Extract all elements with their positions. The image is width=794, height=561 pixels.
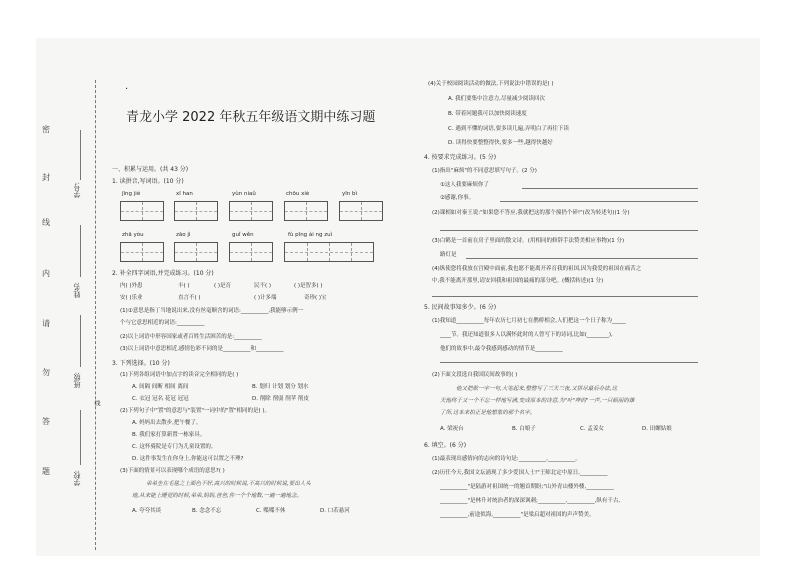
passage-text: 天他终于又一个不忘一样地写满,变成原本的诗意,为"叶"哗的"一声,一只硕丽的雄 [440, 398, 635, 404]
idiom: ( )是智多( ) [294, 283, 323, 289]
option[interactable]: A. 间隔 间断 相间 离间 [132, 384, 189, 390]
passage-text: 了所,这本来拍正是他想象的那个名字。 [440, 410, 536, 416]
subquestion: (2)课相如对秦王说:"如果您不答应,我就把这的那个撞扔个碎!"(改为转述句)(1 分) [432, 210, 630, 216]
seal-char: 勿 [42, 368, 50, 377]
seal-char: 线 [42, 218, 50, 227]
passage-text: 他又把歌一字一句,大笔起来,整整写了三天三夜,又拼尽最后办法,这 [456, 386, 617, 392]
answer-line[interactable] [466, 258, 698, 259]
pinyin: zhā yòu [122, 232, 144, 238]
seal-char: 答 [42, 417, 50, 426]
seal-char: 请 [42, 319, 50, 328]
subquestion: (2)以上词语中形容国家或者百姓生活困苦的是:__________ [120, 334, 262, 340]
option[interactable]: B. 带着问题我可以加快阅读速度 [448, 111, 527, 117]
class-label: 班级: [73, 372, 81, 389]
answer-line[interactable] [500, 201, 698, 202]
page-title: 青龙小学 2022 年秋五年级语文期中练习题 [126, 110, 376, 125]
binding-line [95, 80, 96, 550]
student-name-label: 姓名: [73, 282, 81, 299]
subquestion: __________"是林升对统治者的深深讽刺;__________,__________,纵有千古, [440, 498, 621, 504]
option[interactable]: D. 田螺姑娘 [642, 426, 672, 432]
student-name-field[interactable] [80, 225, 82, 277]
pinyin: yùn niaǔ [232, 191, 256, 197]
subquestion: ①这人我要麻烦你了 [440, 182, 489, 188]
class-field[interactable] [80, 315, 82, 367]
subquestion: (1)我知道__________每年农历七月初七在鹊桥相会,人们把这一个日子称为_____ [432, 318, 626, 324]
idiom: 内( )外患 [120, 283, 143, 289]
scene-text: 弟弟坐在毛毯之上面色不好,高兴的时候说,不高兴的时候说,要出人头 [146, 481, 311, 487]
answer-box[interactable] [229, 242, 273, 262]
idiom: 安( )乐业 [120, 295, 143, 301]
subquestion: (4)纵使您将我放在宫殿中面前,我也愿不能离开养育我的祖国,因为我爱的祖国在痛苦之 [432, 266, 642, 272]
pinyin: jīng jié [122, 191, 141, 197]
seal-char: 封 [42, 173, 50, 182]
subquestion: 路灯是 [440, 252, 457, 258]
seal-char: 题 [42, 467, 50, 476]
subquestion: 中,我不能离开那里,请安回我和祖国的最痛的部分吧。(概括转述)(1 分) [432, 278, 604, 284]
scene-text: 地,从来能上睡觉的时候,弟弟,妈妈,爸爸,你一个个地数,一遍一遍地念。 [132, 493, 302, 499]
idiom: 民不( ) [254, 283, 272, 289]
subquestion: ②感谢,你事。 [440, 195, 475, 201]
idiom: ( )是育 [214, 283, 232, 289]
answer-line[interactable] [432, 296, 698, 297]
subquestion: (3)以上词语中意思相近,感情色彩不同的是__________和__________ [120, 346, 284, 352]
question-5-label: 5. 民间故事知多少。(6 分) [424, 304, 497, 311]
answer-box[interactable] [174, 201, 218, 221]
option[interactable]: D. 口若悬河 [320, 508, 350, 514]
binding-line-marker: 线 [93, 400, 100, 406]
option[interactable]: D. 读得快要整整得快,要多一些,越得快越好 [448, 140, 553, 146]
subquestion: (4)关于校园阅读活动的做法,下列说法中错误的是( ) [428, 81, 554, 87]
pinyin: yīn bì [342, 191, 358, 197]
option[interactable]: D. 削除 削弱 削苹 削皮 [252, 396, 309, 402]
option[interactable]: A. 梁祝台 [440, 426, 464, 432]
answer-box[interactable] [120, 242, 164, 262]
question-4-label: 4. 按要求完成练习。(5 分) [424, 154, 497, 161]
option[interactable]: C. 喋喋不休 [256, 508, 286, 514]
question-2-label: 2. 补全四字词语,并完成练习。(10 分) [112, 270, 214, 277]
student-id-field[interactable] [80, 130, 82, 180]
answer-box[interactable] [339, 201, 383, 221]
subquestion: (3)下面的情景可以表现哪个成语的意思?( ) [120, 468, 225, 474]
option[interactable]: C. 孟姜女 [580, 426, 604, 432]
answer-line[interactable] [440, 362, 698, 363]
answer-box[interactable] [174, 242, 218, 262]
option[interactable]: A. 妈妈出去散步,把午餐了。 [132, 420, 202, 426]
pinyin: fù pīng ài ng zuì [288, 232, 333, 238]
idiom: 丰( ) [178, 283, 190, 289]
subquestion: (1)①意思是指丁当地说出来,没有丝毫顺含的词语:__________,我能够示例一 [120, 308, 304, 314]
subquestion: (2)历任今天,我国文坛涌现了多少爱国人士!"王师北定中原日,__________ [432, 470, 608, 476]
subquestion: ____节。我还知道很多人以满怀此时的人曾写下的诗词,比如(________), [440, 332, 613, 338]
pinyin: zāo jì [176, 232, 191, 238]
subquestion: __________,前途似海,__________"是梁启超对祖国的声声赞美。 [440, 512, 595, 518]
pinyin: chōu xiè [286, 191, 310, 197]
subquestion: __________"是陆游对祖国统一的翘首期盼;"山外青山楼外楼,__________ [440, 484, 614, 490]
question-1-label: 1. 读拼音,写词语。(10 分) [112, 178, 184, 185]
question-6-label: 6. 填空。(6 分) [424, 442, 467, 449]
pinyin: xī han [176, 191, 193, 197]
student-id-label: 学号: [73, 182, 81, 199]
option[interactable]: C. 遇到不懂的词语,要多读几遍,弄明白了再往下读 [448, 126, 569, 132]
answer-box-wide[interactable] [284, 242, 374, 262]
answer-box[interactable] [120, 201, 164, 221]
subquestion: (3)白鹤是一首前在房子里面的散文诗。(用相同的修辞手法赞美相应事物)(1 分) [432, 238, 625, 244]
option[interactable]: A. 我们要集中注意力,尽量减少阅读回次 [448, 96, 545, 102]
option[interactable]: C. 这怀骑院是专门为儿童设置的。 [132, 444, 217, 450]
subquestion: (2)下面文段选自我国民间故事的( ) [432, 372, 518, 378]
idiom: 直言不( ) [178, 295, 201, 301]
subquestion: (2)下列句子中"置"的意思与"装置"一词中的"置"相同的是( )。 [120, 408, 271, 414]
school-label: 学校: [73, 470, 81, 487]
option[interactable]: B. 我们家打算新置一栋家具。 [132, 432, 206, 438]
option[interactable]: B. 念念不忘 [192, 508, 222, 514]
subquestion: 他们的故事中,最令我感到感动的情节是__________ [440, 346, 563, 352]
option[interactable]: C. 衣冠 冠名 花冠 冠冠 [132, 396, 189, 402]
idiom: 奇珍( )宝 [304, 295, 327, 301]
option[interactable]: B. 白娘子 [512, 426, 536, 432]
subquestion: (1)指出"麻烦"的不同意思填写句子。(2 分) [432, 168, 537, 174]
idiom: ( )计多端 [254, 295, 277, 301]
option[interactable]: D. 这件事发生在你身上,你能这可以置之不理? [132, 456, 244, 462]
school-field[interactable] [80, 410, 82, 465]
answer-box[interactable] [284, 201, 328, 221]
section-heading: 一、积累与运用。(共 43 分) [112, 166, 189, 173]
option[interactable]: B. 划归 计划 划分 划水 [252, 384, 309, 390]
seal-char: 内 [42, 269, 50, 278]
subquestion: 个与它意思相近的词语:__________ [120, 320, 205, 326]
question-3-label: 3. 下列选择。(10 分) [112, 360, 170, 367]
binding-dot: · [125, 84, 129, 95]
subquestion: (1)下列各组词语中加点字的读音完全相同的是( ) [120, 372, 239, 378]
pinyin: guǐ wěn [232, 232, 254, 238]
subquestion: (1)最表现出感情向的志向的诗句是:__________,__________。 [432, 456, 581, 462]
seal-char: 密 [42, 125, 50, 134]
answer-line[interactable] [522, 188, 698, 189]
answer-box[interactable] [229, 201, 273, 221]
answer-line[interactable] [440, 230, 698, 231]
option[interactable]: A. 夸夸其谈 [132, 508, 162, 514]
